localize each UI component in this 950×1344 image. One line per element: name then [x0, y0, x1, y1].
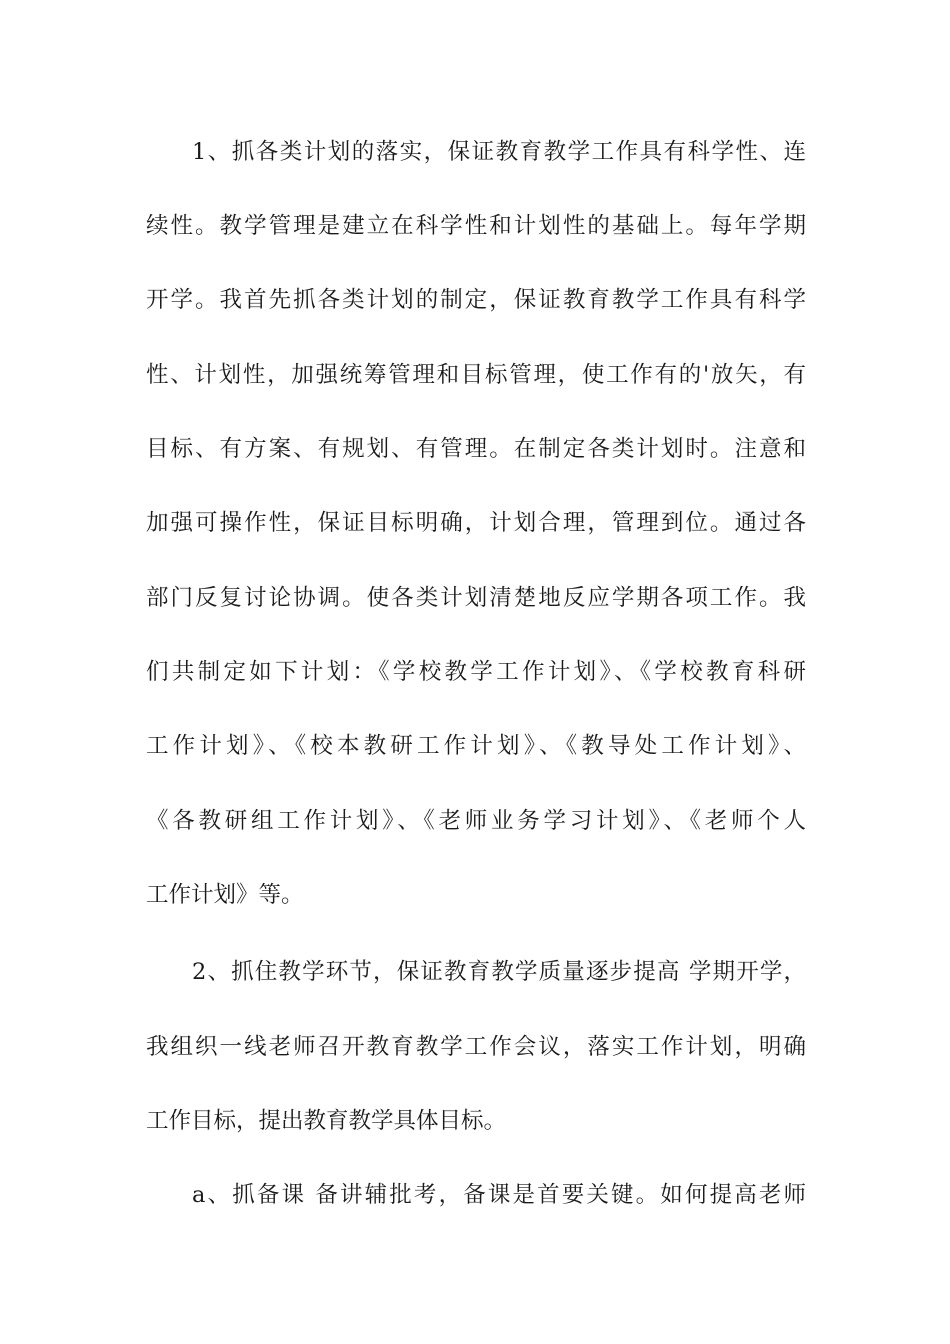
paragraph-2-line-3: 工作目标，提出教育教学具体目标。 — [146, 1108, 507, 1134]
paragraph-1-line-2: 续性。教学管理是建立在科学性和计划性的基础上。每年学期 — [146, 213, 806, 239]
paragraph-3-line-1: a、抓备课 备讲辅批考，备课是首要关键。如何提高老师 — [192, 1182, 806, 1208]
paragraph-1-line-6: 加强可操作性，保证目标明确，计划合理，管理到位。通过各 — [146, 510, 806, 536]
paragraph-1-line-11: 工作计划》等。 — [146, 882, 304, 908]
paragraph-1-line-9: 工作计划》、《校本教研工作计划》、《教导处工作计划》、 — [146, 733, 806, 759]
paragraph-1-line-10: 《各教研组工作计划》、《老师业务学习计划》、《老师个人 — [146, 808, 806, 834]
paragraph-1-line-8: 们共制定如下计划：《学校教学工作计划》、《学校教育科研 — [146, 659, 806, 685]
paragraph-1-line-5: 目标、有方案、有规划、有管理。在制定各类计划时。注意和 — [146, 436, 806, 462]
paragraph-2-line-2: 我组织一线老师召开教育教学工作会议，落实工作计划，明确 — [146, 1034, 806, 1060]
paragraph-1-line-4: 性、计划性，加强统筹管理和目标管理，使工作有的'放矢，有 — [146, 362, 806, 388]
paragraph-2-line-1: 2、抓住教学环节，保证教育教学质量逐步提高 学期开学， — [192, 959, 806, 985]
paragraph-1-line-7: 部门反复讨论协调。使各类计划清楚地反应学期各项工作。我 — [146, 585, 806, 611]
paragraph-1-line-1: 1、抓各类计划的落实，保证教育教学工作具有科学性、连 — [192, 139, 806, 165]
paragraph-1-line-3: 开学。我首先抓各类计划的制定，保证教育教学工作具有科学 — [146, 287, 806, 313]
